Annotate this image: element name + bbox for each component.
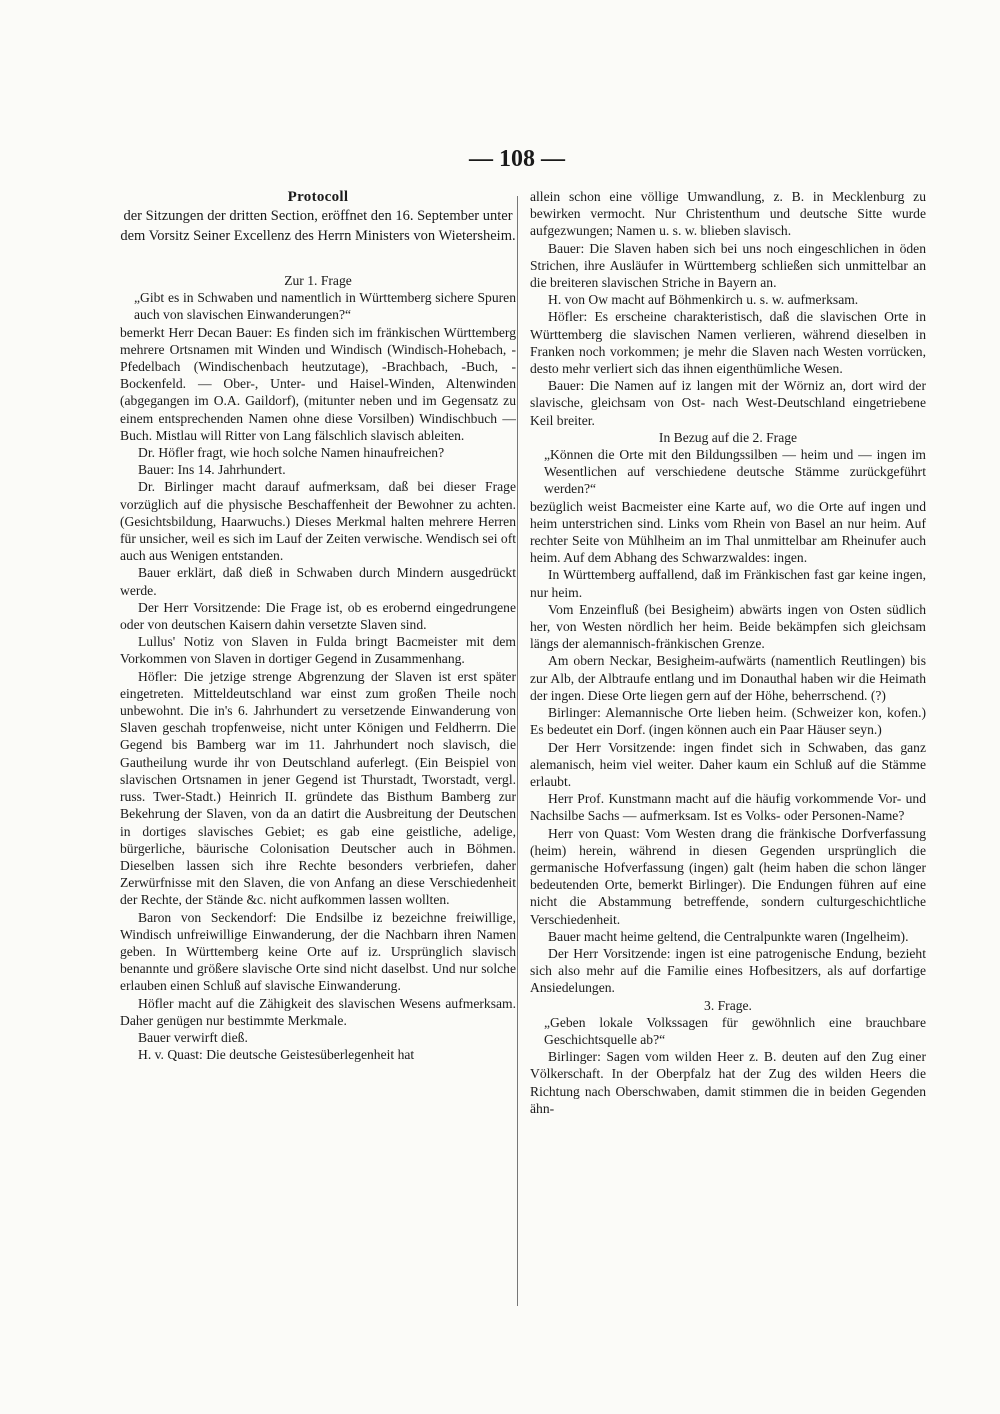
right-paragraph: Höfler: Es erscheine charakteristisch, daß die slavischen Orte in Württemberg die slavischen Namen verlieren, während dieselben in Franken noch vorkommen; je mehr die Slaven nach Westen vorrücken, desto mehr verliert sich das ihnen eigenthümliche Wesen. [530, 309, 926, 377]
left-paragraph: „Gibt es in Schwaben und namentlich in Württemberg sichere Spuren auch von slavischen Einwanderungen?“ [134, 290, 516, 323]
right-paragraph: Bauer: Die Namen auf iz langen mit der Wörniz an, dort wird der slavische, gleichsam von Ost- nach West-Deutschland eingetriebene Keil breiter. [530, 378, 926, 428]
right-column-body [530, 188, 926, 1117]
right-paragraph: Der Herr Vorsitzende: ingen ist eine patrogenische Endung, bezieht sich also mehr auf die Familie eines Hofbesitzers, als auf dorfartige Ansiedelungen. [530, 945, 926, 996]
column-divider [517, 196, 518, 1306]
right-column [530, 188, 926, 1117]
left-paragraph: Zur 1. Frage [284, 273, 352, 288]
protocol-subtitle: der Sitzungen der dritten Section, eröffnet den 16. September unter dem Vorsitz Seiner Excellenz des Herrn Ministers von Wietersheim. [120, 208, 516, 244]
left-paragraph: Höfler macht auf die Zähigkeit des slavischen Wesens aufmerksam. Daher genügen nur bestimmte Merkmale. [120, 995, 516, 1028]
right-paragraph: Herr Prof. Kunstmann macht auf die häufig vorkommende Vor- und Nachsilbe Sachs — aufmerksam. Ist es Volks- oder Personen-Name? [530, 791, 926, 824]
right-paragraph: 3. Frage. [704, 997, 752, 1013]
left-column-body [120, 272, 516, 1063]
right-paragraph: In Bezug auf die 2. Frage [658, 429, 798, 445]
right-paragraph: allein schon eine völlige Umwandlung, z. B. in Mecklenburg zu bewirken vermocht. Nur Christenthum und deutsche Sitte wurde aufgezwungen; Namen u. s. w. blieben slavisch. [530, 189, 926, 239]
left-paragraph: Lullus' Notiz von Slaven in Fulda bringt Bacmeister mit dem Vorkommen von Slaven in dortiger Gegend in Zusammenhang. [120, 634, 516, 667]
left-paragraph: Bauer erklärt, daß dieß in Schwaben durch Mindern ausgedrückt werde. [120, 565, 516, 598]
page-number: — 108 — [469, 146, 565, 172]
right-paragraph: Am obern Neckar, Besigheim-aufwärts (namentlich Reutlingen) bis zur Alb, der Albtraufe entlang und im Donauthal haben wir die Heimath der ingen. Diese Orte liegen gern auf der Höhe, beherrschend. (?) [530, 653, 926, 703]
protocol-title: Protocoll [287, 189, 349, 205]
left-paragraph: H. v. Quast: Die deutsche Geistesüberlegenheit hat [138, 1047, 415, 1063]
right-paragraph: Bauer: Die Slaven haben sich bei uns noch eingeschlichen in öden Strichen, ihre Ausläufer in Württemberg schließen sich unmittelbar an die breiteren slavischen Striche in Bayern an. [530, 240, 926, 291]
left-paragraph: Dr. Höfler fragt, wie hoch solche Namen hinaufreichen? [138, 445, 445, 461]
right-paragraph: Bauer macht heime geltend, die Centralpunkte waren (Ingelheim). [548, 928, 909, 944]
left-column [120, 188, 516, 1063]
right-paragraph: „Können die Orte mit den Bildungssilben — heim und — ingen im Wesentlichen auf verschiedene deutsche Stämme zurückgeführt werden?“ [544, 447, 926, 497]
right-paragraph: H. von Ow macht auf Böhmenkirch u. s. w. aufmerksam. [548, 292, 859, 308]
right-paragraph: Herr von Quast: Vom Westen drang die fränkische Dorfverfassung (heim) herein, während in diesen Gegenden ursprünglich die germanische Hofverfassung (ingen) galt (heim haben die schon länger bedeutenden Orte, bemerkt Birlinger). Die Endungen führen auf eine nicht die Abstammung betreffende, sondern culturgeschichtliche Verschiedenheit. [530, 825, 926, 927]
left-paragraph: Der Herr Vorsitzende: Die Frage ist, ob es erobernd eingedrungene oder von deutschen Kaisern dahin versetzte Slaven sind. [120, 599, 516, 633]
right-paragraph: Birlinger: Sagen vom wilden Heer z. B. deuten auf den Zug einer Völkerschaft. In der Oberpfalz hat der Zug des wilden Heers die Richtung nach Oberschwaben, damit stimmen die in beiden Gegenden ähn- [530, 1049, 926, 1116]
right-paragraph: Vom Enzeinfluß (bei Besigheim) abwärts ingen von Osten südlich her, von Westen nördlich her heim. Beide bekämpfen sich gleichsam längs der alemannisch-fränkischen Grenze. [530, 601, 926, 652]
right-paragraph: „Geben lokale Volkssagen für gewöhnlich eine brauchbare Geschichtsquelle ab?“ [544, 1014, 926, 1047]
left-paragraph: Bauer verwirft dieß. [138, 1029, 248, 1045]
right-paragraph: In Württemberg auffallend, daß im Fränkischen fast gar keine ingen, nur heim. [530, 567, 926, 600]
left-paragraph: Baron von Seckendorf: Die Endsilbe iz bezeichne freiwillige, Windisch unfreiwillige Einwanderung, der die Nachbarn ihren Namen geben. In Württemberg keine Orte auf iz. Ursprünglich slavisch benannte und größere slavische Orte sind nicht daselbst. Und nur solche erlauben einen Schluß auf slavische Einwanderung. [120, 909, 516, 994]
left-paragraph: bemerkt Herr Decan Bauer: Es finden sich im fränkischen Württemberg mehrere Ortsnamen mit Winden und Windisch (Windisch-Hohebach, -Pfedelbach (Windischenbach heutzutage), -Brachbach, -Buch, -Bockenfeld. — Ober-, Unter- und Haisel-Winden, Altenwinden (abgegangen im O.A. Gaildorf), (mitunter neben und im Gegensatz zu einem entsprechenden Namen ohne diese Vorsilben) Windischbuch — Buch. Mistlau will Ritter von Lang fälschlich slavisch ableiten. [120, 324, 516, 443]
right-paragraph: Birlinger: Alemannische Orte lieben heim. (Schweizer kon, kofen.) Es bedeutet ein Dorf. (ingen können auch ein Paar Häuser seyn.) [530, 705, 926, 738]
left-paragraph: Bauer: Ins 14. Jahrhundert. [138, 462, 286, 478]
left-paragraph: Höfler: Die jetzige strenge Abgrenzung der Slaven ist erst später eingetreten. Mitteldeutschland war einst zum großen Theile noch unbewohnt. Die in's 6. Jahrhundert zu versetzende Einwanderung von Slaven geschah tropfenweise, nicht unter Königen und Feldherrn. Die Gegend bis Bamberg war im 11. Jahrhundert noch slavisch, die Gautheilung wurde ihr von Deutschland auferlegt. (Ein Beispiel von slavischen Ortsnamen in jener Gegend ist Thurstadt, Tworstadt, vergl. russ. Twer-Stadt.) Heinrich II. gründete das Bisthum Bamberg zur Bekehrung der Slaven, von da an datirt die Ausbreitung der Deutschen in dortiges slavisches Gebiet; es gab eine geistliche, adelige, bürgerliche, bäurische Colonisation Deutscher auch in Böhmen. Dieselben lassen sich ihre Rechte besonders verbriefen, daher Zerwürfnisse mit den Slaven, die von Anfang an diese Verschiedenheit der Rechte, der Stände &c. nicht aufkommen lassen wollten. [120, 668, 516, 908]
right-paragraph: bezüglich weist Bacmeister eine Karte auf, wo die Orte auf ingen und heim unterstrichen sind. Links vom Rhein von Basel an nur heim. Auf rechter Seite von Mühlheim an im Thal unmittelbar am Rheinufer auch heim. Auf dem Abhang des Schwarzwaldes: ingen. [530, 498, 926, 566]
left-paragraph: Dr. Birlinger macht darauf aufmerksam, daß bei dieser Frage vorzüglich auf die physische Beschaffenheit der Bewohner zu achten. (Gesichtsbildung, Haarwuchs.) Dieses Merkmal halten mehrere Herren für unsicher, weil es sich im Lauf der Zeiten verwische. Wendisch sei oft auch aus Wenigen entstanden. [120, 479, 516, 564]
right-paragraph: Der Herr Vorsitzende: ingen findet sich in Schwaben, das ganz alemanisch, heim viel weiter. Daher kaum ein Schluß auf die Stämme erlaubt. [530, 739, 926, 789]
